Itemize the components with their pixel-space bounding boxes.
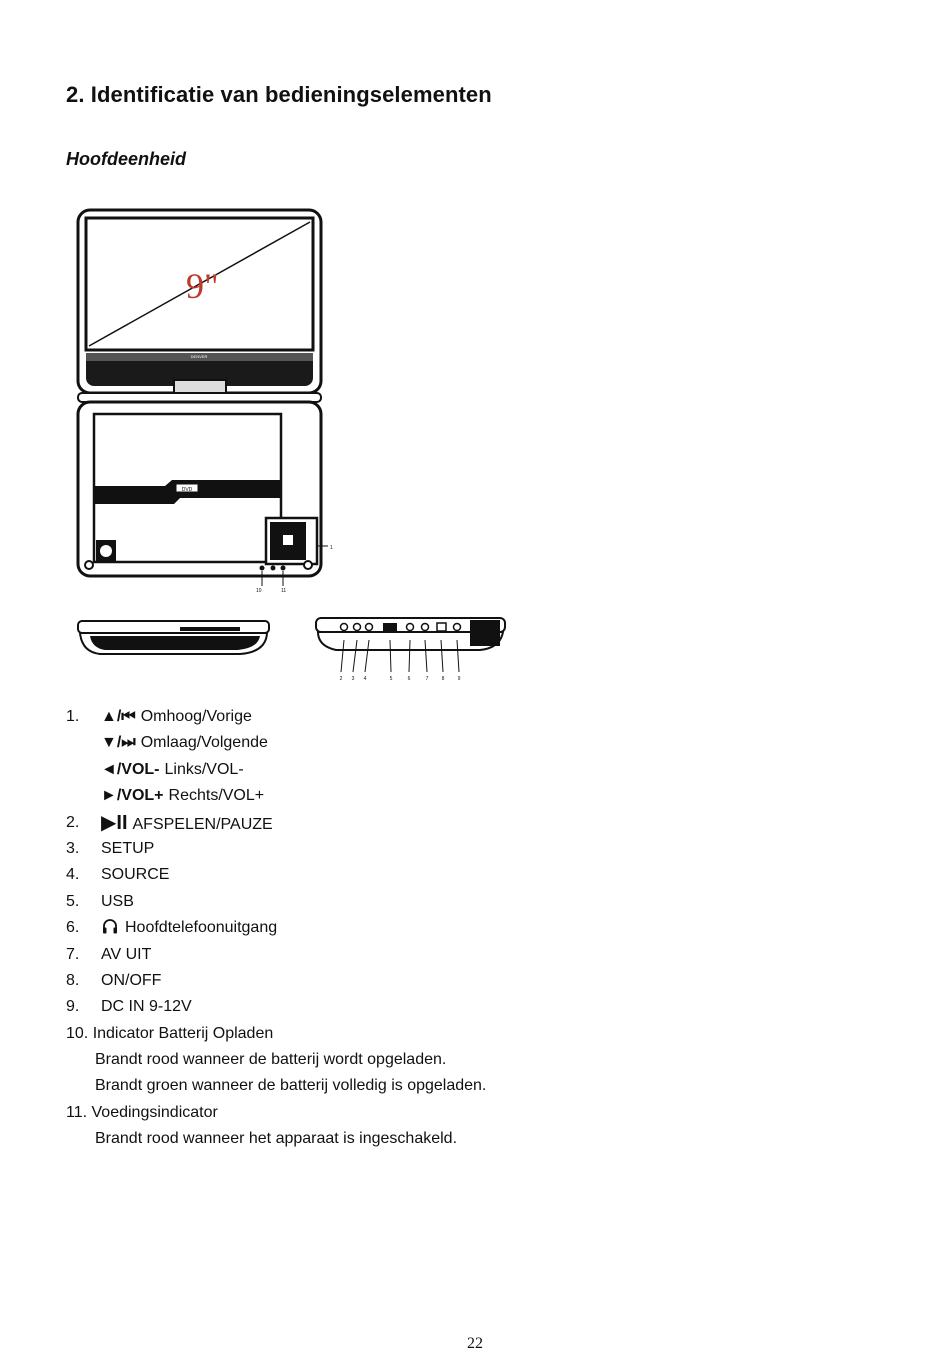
play-pause-symbol: ▶II	[101, 811, 128, 834]
indicator-description: Brandt rood wanneer het apparaat is ingeschakeld.	[95, 1130, 458, 1148]
callout-11: 11	[281, 588, 287, 594]
down-next-symbol: ▼/⏭	[101, 734, 136, 752]
callout-10: 10	[256, 588, 262, 594]
brand-label: DENVER	[190, 354, 208, 359]
indicator-power-title: 11. Voedingsindicator	[66, 1103, 218, 1121]
item-label: Hoofdtelefoonuitgang	[125, 919, 278, 937]
callout-5: 5	[389, 676, 393, 682]
item-body	[101, 704, 252, 730]
callout-7: 7	[425, 676, 429, 682]
callout-1: 1	[330, 545, 333, 551]
item-label: Omhoog/Vorige	[140, 708, 252, 725]
callout-8: 8	[441, 676, 445, 682]
list-item	[66, 810, 766, 836]
item-label: USB	[101, 892, 134, 910]
callout-4: 4	[363, 676, 367, 682]
screen-size-label: 9"	[186, 266, 219, 306]
item-number: 5.	[66, 892, 80, 910]
list-item	[66, 783, 766, 809]
item-number: 1.	[66, 708, 80, 725]
indicator-title	[66, 1021, 766, 1047]
callout-3: 3	[351, 676, 355, 682]
list-item	[66, 836, 766, 862]
item-label: SETUP	[101, 839, 155, 857]
callout-2: 2	[339, 676, 343, 682]
item-number: 3.	[66, 839, 80, 857]
side-view-ports	[316, 618, 505, 682]
list-item	[66, 889, 766, 915]
item-number: 4.	[66, 866, 80, 884]
screen-lid	[78, 210, 321, 394]
item-label: ON/OFF	[101, 971, 162, 989]
list-item	[66, 704, 766, 730]
list-item	[66, 757, 766, 783]
item-label: Omlaag/Volgende	[140, 734, 268, 752]
item-number: 6.	[66, 919, 80, 937]
list-item	[66, 994, 766, 1020]
indicator-battery-title: 10. Indicator Batterij Opladen	[66, 1024, 274, 1042]
item-body	[101, 757, 244, 783]
item-number: 9.	[66, 998, 80, 1016]
item-body	[101, 810, 273, 838]
right-vol-up-symbol: ►/VOL+	[101, 787, 164, 805]
list-item	[66, 730, 766, 756]
left-vol-down-symbol: ◄/VOL-	[101, 760, 160, 778]
item-label: AFSPELEN/PAUZE	[132, 815, 273, 833]
list-item	[66, 942, 766, 968]
item-label: SOURCE	[101, 866, 170, 884]
up-previous-symbol: ▲/⏮	[101, 708, 136, 725]
indicator-line	[66, 1047, 766, 1073]
item-body	[101, 915, 277, 941]
indicator-description: Brandt groen wanneer de batterij volledig is opgeladen.	[95, 1077, 487, 1095]
item-number: 2.	[66, 813, 80, 831]
callout-9: 9	[457, 676, 461, 682]
indicator-line	[66, 1073, 766, 1099]
headphones-icon	[101, 917, 119, 935]
indicator-line	[66, 1126, 766, 1152]
disc-label: DVD	[181, 487, 193, 493]
item-label: Rechts/VOL+	[168, 787, 265, 805]
item-label: Links/VOL-	[164, 760, 244, 778]
player-base	[78, 402, 333, 594]
indicator-title	[66, 1100, 766, 1126]
item-number: 7.	[66, 945, 80, 963]
callout-6: 6	[407, 676, 411, 682]
item-number: 8.	[66, 971, 80, 989]
controls-list	[66, 704, 766, 1153]
list-item	[66, 862, 766, 888]
item-body	[101, 783, 264, 809]
item-label: AV UIT	[101, 945, 152, 963]
page-title: 2. Identificatie van bedieningselementen	[66, 82, 492, 107]
item-label: DC IN 9-12V	[101, 998, 192, 1016]
indicator-description: Brandt rood wanneer de batterij wordt opgeladen.	[95, 1051, 447, 1069]
section-subtitle: Hoofdeenheid	[66, 149, 186, 169]
item-body	[101, 730, 268, 756]
page-number: 22	[467, 1335, 483, 1352]
front-view-closed	[78, 621, 269, 654]
list-item	[66, 968, 766, 994]
list-item	[66, 915, 766, 941]
